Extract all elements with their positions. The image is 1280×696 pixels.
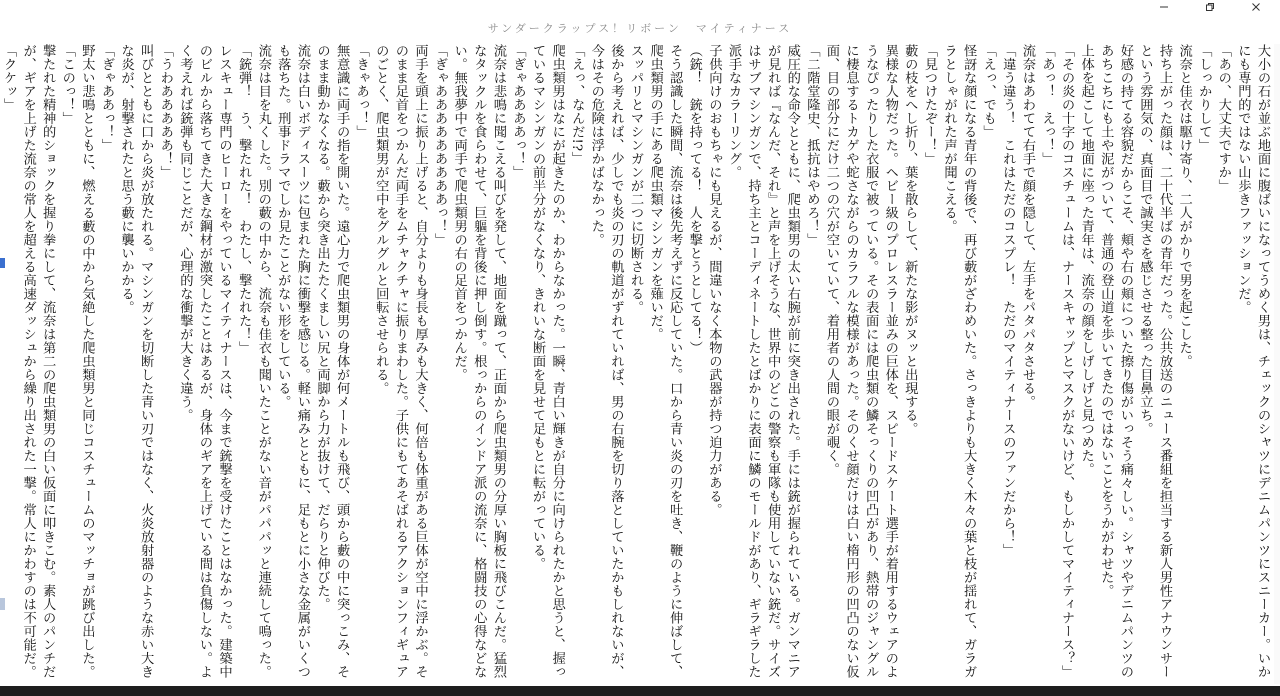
paragraph: 「違う違う！ これはただのコスプレ！ ただのマイティナースのファンだから！」 <box>1000 44 1016 557</box>
paragraph: 異様な人物だった。ヘビー級のプロレスラー並みの巨体を、スピードスケート選手が着用するウェアのようなぴったりした衣服で被っている。その表面には爬虫類の鱗そっくりの凹凸があり、熱帯のジャングルに棲息するトカゲや蛇さながらのカラフルな模様があった。そのくせ顔だけは白い楕円形の凹凸のない仮面、目の部分にだけ二つの穴が空いていて、着用者の人間の眼が覗く。 <box>823 44 898 679</box>
document-title: サンダークラップス！リボーン マイティナース <box>487 22 793 35</box>
title-bar <box>0 0 1280 44</box>
paragraph: 「ぎゃああっ！」 <box>98 44 114 152</box>
paragraph: 「しっかりして」 <box>1196 44 1212 152</box>
restore-icon <box>1205 2 1215 12</box>
paragraph: 「あっ！ えっ！」 <box>1039 44 1055 166</box>
paragraph: 「あの、大丈夫ですか」 <box>1215 44 1231 193</box>
paragraph: （銃！ 銃を持ってる！ 人を撃とうとしてる！） <box>686 44 702 355</box>
paragraph: 両手を頭上に振り上げると、自分よりも身長も厚みも大きく、何倍も体重がある巨体が空中に浮かぶ。そのまま足首をつかんだ両手をムチャクチャに振りまわした。子供にもてあそばれるアクションフィギュアのごとく、爬虫類男が空中をグルグルと回転させられる。 <box>373 44 428 679</box>
paragraph: 流奈はあわてて右手で顔を隠して、左手をパタパタさせる。 <box>1019 44 1035 409</box>
paragraph: レスキュー専門のヒーローをやっているマイティナースは、今まで銃撃を受けたことはなかった。建築中のビルから落ちてきた大きな鋼材が激突したことはあるが、身体のギアを上げている間は負傷しない。よく考えれば銃弾も同じことだが、心理的な衝撃が大きく違う。 <box>177 44 232 679</box>
paragraph: 「えっ、なんだ!?」 <box>569 44 585 165</box>
vertical-text-body <box>0 44 1272 684</box>
paragraph: 子供向けのおもちゃにも見えるが、間違いなく本物の武器が持つ迫力がある。 <box>706 44 722 517</box>
paragraph: 藪の枝をへし折り、葉を散らして、新たな影がヌッと出現する。 <box>902 44 918 436</box>
document-page <box>1 44 1272 684</box>
paragraph: 怪訝な顔になる青年の背後で、再び藪がざわめいた。さっきよりも大きく木々の葉と枝が揺れて、ガラガラとしゃがれた声が聞こえる。 <box>941 44 977 679</box>
close-button[interactable] <box>1233 0 1279 14</box>
paragraph: 「ぎゃああああっ！」 <box>510 44 526 179</box>
paragraph: 「うわあああああ！」 <box>157 44 173 179</box>
paragraph: 無意識に両手の指を開いた。遠心力で爬虫類男の身体が何メートルも飛び、頭から藪の中に突っこみ、そのまま動かなくなる。藪から突き出たたくましい尻と両脚から力が抜けて、だらりと伸びた。 <box>314 44 350 679</box>
side-tab-icon <box>0 598 5 610</box>
maximize-button[interactable] <box>1187 0 1233 14</box>
paragraph: 「ぎゃあああああああああっ！」 <box>432 44 448 247</box>
paragraph: 「銃弾！ う、撃たれた！ わたし、撃たれた！」 <box>236 44 252 355</box>
scrollbar[interactable] <box>1274 44 1280 684</box>
minimize-button[interactable] <box>1141 0 1187 14</box>
taskbar <box>0 686 1280 696</box>
paragraph: 流奈は悲鳴に聞こえる叫びを発して、地面を蹴って、正面から爬虫類男の分厚い胸板に飛びこんだ。猛烈なタックルを食らわせて、巨軀を背後に押し倒す。根っからのインドア派の流奈に、格闘技の心得などない。無我夢中で両手で爬虫類男の右の足首をつかんだ。 <box>451 44 506 679</box>
paragraph: 撃たれた精神的ショックを握り拳にして、流奈は第二の爬虫類男の白い仮面に叩きこむ。素人のパンチだが、ギアを上げた流奈の常人を超える高速ダッシュから繰り出された一撃。常人にかわすのは不可能だ。 <box>20 44 56 679</box>
paragraph: 流奈は白いボディスーツに包まれた胸に衝撃を感じる。軽い痛みとともに、足もとに小さな金属がいくつも落ちた。刑事ドラマでしか見たことがない形をしている。 <box>275 44 310 679</box>
paragraph: 野太い悲鳴とともに、燃える藪の中から気絶した爬虫類男と同じコスチュームのマッチョが跳び出した。 <box>79 44 95 679</box>
paragraph: 「二階堂隆史、抵抗はやめろ！」 <box>804 44 820 247</box>
paragraph: 後から考えれば、少しでも炎の刃の軌道がずれていれば、男の右腕を切り落としていたかもしれないが、今はその危険は浮かばなかった。 <box>588 44 624 679</box>
paragraph: 「きゃあっ！」 <box>353 44 369 139</box>
paragraph: 叫びとともに口から炎が放たれる。マシンガンを切断した青い刃ではなく、火炎放射器のような赤い大きな炎が、射撃されたと思う藪に襲いかかる。 <box>118 44 154 679</box>
paragraph: 持ち上がった顔は、二十代半ばの青年だった。公共放送のニュース番組を担当する新人男性アナウンサーという雰囲気の、真面目で誠実さを感じさせる整った目鼻立ち。 <box>1137 44 1173 679</box>
close-icon <box>1251 2 1261 12</box>
paragraph: 「見つけたぞー！」 <box>921 44 937 166</box>
paragraph: 「クケッ」 <box>1 44 16 112</box>
paragraph: そう認識した瞬間、流奈は後先考えずに反応していた。口から青い炎の刃を吐き、鞭のように伸ばして、爬虫類男の手にある爬虫類マシンガンを薙いだ。 <box>647 44 683 679</box>
page-marker-icon <box>0 258 5 268</box>
paragraph: 大小の石が並ぶ地面に腹ばいになってうめく男は、チェックのシャツにデニムパンツにスニーカー。いかにも専門的ではない山歩きファッションだ。 <box>1235 44 1270 679</box>
paragraph: 威圧的な命令とともに、爬虫類男の太い右腕が前に突き出された。手には銃が握られている。ガンマニアが見れば『なんだ、それ』と声を上げそうな、世界中のどこの警察も軍隊も使用していない銃だ。サイズはサブマシンガンで、持ち主とコーディネートしたとばかりに表面に鱗のモールドがあり、ギラギラした派手なカラーリング。 <box>725 44 800 679</box>
paragraph: 好感の持てる容貌だからこそ、頬や右の頬についた擦り傷がいっそう痛々しい。シャツやデニムパンツのあちこちにも土や泥がついて、普通の登山道を歩いてきたのではないことをうかがわせた。 <box>1098 44 1133 679</box>
paragraph: 上体を起こして地面に座った青年は、流奈の顔をしげしげと見つめた。 <box>1078 44 1094 476</box>
minimize-icon <box>1159 2 1169 12</box>
paragraph: 流奈は目を丸くした。別の藪の中から、流奈も佳衣も聞いたことがない音がパパパッと連続して鳴った。 <box>255 44 271 679</box>
paragraph: 爬虫類男はなにが起きたのか、わからなかった。一瞬、青白い輝きが自分に向けられたかと思うと、握っているマシンガンの前半分がなくなり、きれいな断面を見せて足もとに転がっている。 <box>530 44 565 679</box>
paragraph: 「えっ、でも」 <box>980 44 996 139</box>
paragraph: 「このっ！」 <box>59 44 75 125</box>
paragraph: 「その炎の十字のコスチュームは、ナースキャップとマスクがないけど、もしかしてマイティナース？」 <box>1059 44 1075 679</box>
paragraph: 流奈と佳衣は駆け寄り、二人がかりで男を起こした。 <box>1176 44 1192 368</box>
paragraph: スッパリとマシンガンが二つに切断される。 <box>628 44 643 314</box>
